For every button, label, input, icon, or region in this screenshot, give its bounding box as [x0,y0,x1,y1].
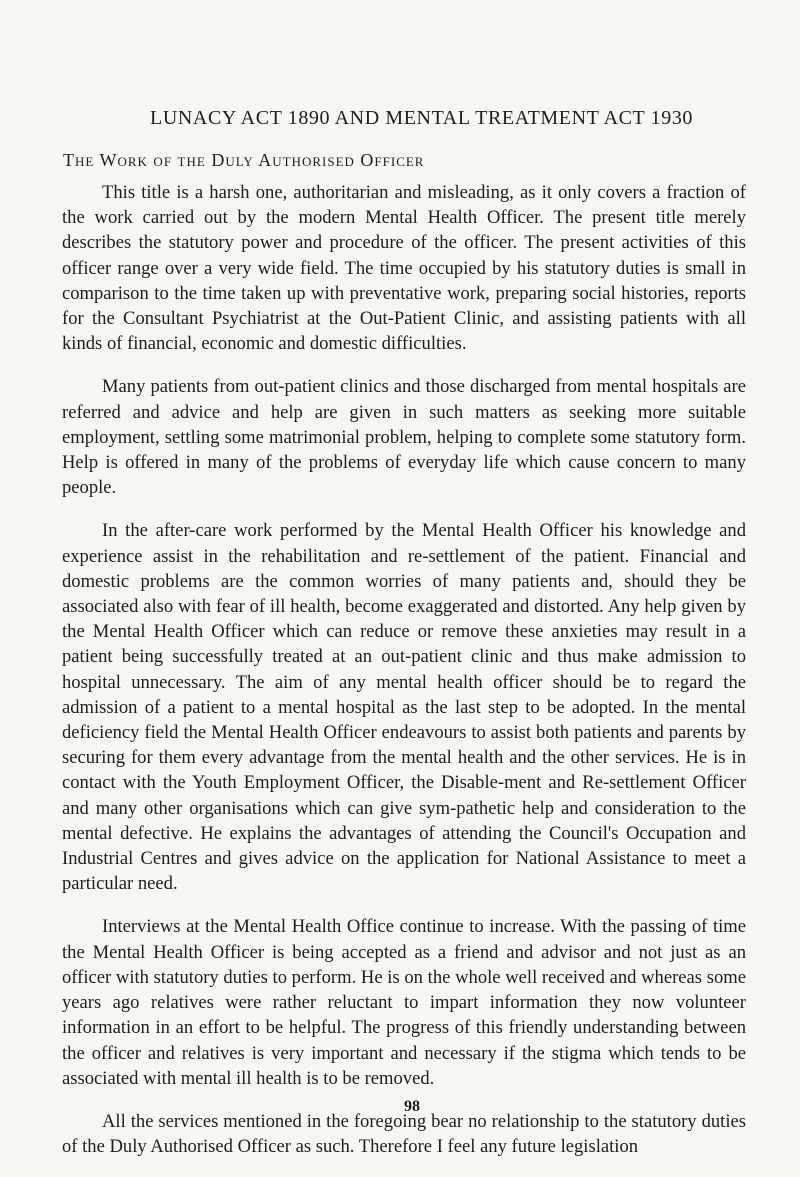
document-page [62,0,746,1170]
paragraph-1: This title is a harsh one, authoritarian and misleading, as it only covers a fraction of the work carried out by the modern Mental Health Officer. The present title merely describes the statutory power and procedure of the officer. The present activities of this officer range over a very wide field. The time occupied by his statutory duties is small in comparison to the time taken up with preventative work, preparing social histories, reports for the Consultant Psychiatrist at the Out-Patient Clinic, and assisting patients with all kinds of financial, economic and domestic difficulties. [62,182,746,355]
paragraph-2: Many patients from out-patient clinics and those discharged from mental hospitals are referred and advice and help are given in such matters as seeking more suitable employment, settling some matrimonial problem, helping to complete some statutory form. Help is offered in many of the problems of everyday life which cause concern to many people. [62,376,746,499]
page-title: LUNACY ACT 1890 AND MENTAL TREATMENT ACT 1930 [150,107,694,129]
paragraph-3: In the after-care work performed by the Mental Health Officer his knowledge and experience assist in the rehabilitation and re-settlement of the patient. Financial and domestic problems are the common worries of many patients and, should they be associated also with fear of ill health, become exaggerated and distorted. Any help given by the Mental Health Officer which can reduce or remove these anxieties may result in a patient being successfully treated at an out-patient clinic and thus make admission to hospital unnecessary. The aim of any mental health officer should be to regard the admission of a patient to a mental hospital as the last step to be adopted. In the mental deficiency field the Mental Health Officer endeavours to assist both patients and parents by securing for them every advantage from the mental health and the other services. He is in contact with the Youth Employment Officer, the Disable-ment and Re-settlement Officer and many other organisations which can give sym-pathetic help and consideration to the mental defective. He explains the advantages of attending the Council's Occupation and Industrial Centres and gives advice on the application for National Assistance to meet a particular need. [62,520,746,895]
paragraph-5: All the services mentioned in the foregoing bear no relationship to the statutory duties of the Duly Authorised Officer as such. Therefore I feel any future legislation [62,1110,746,1158]
section-heading: The Work of the Duly Authorised Officer [63,150,425,170]
body-text [62,180,746,1177]
paragraph-4: Interviews at the Mental Health Office continue to increase. With the passing of time the Mental Health Officer is being accepted as a friend and advisor and not just as an officer with statutory duties to perform. He is on the whole well received and whereas some years ago relatives were rather reluctant to impart information they now volunteer information in an effort to be helpful. The progress of this friendly understanding between the officer and relatives is very important and necessary if the stigma which tends to be associated with mental ill health is to be removed. [62,916,746,1089]
page-number: 98 [404,1098,420,1115]
